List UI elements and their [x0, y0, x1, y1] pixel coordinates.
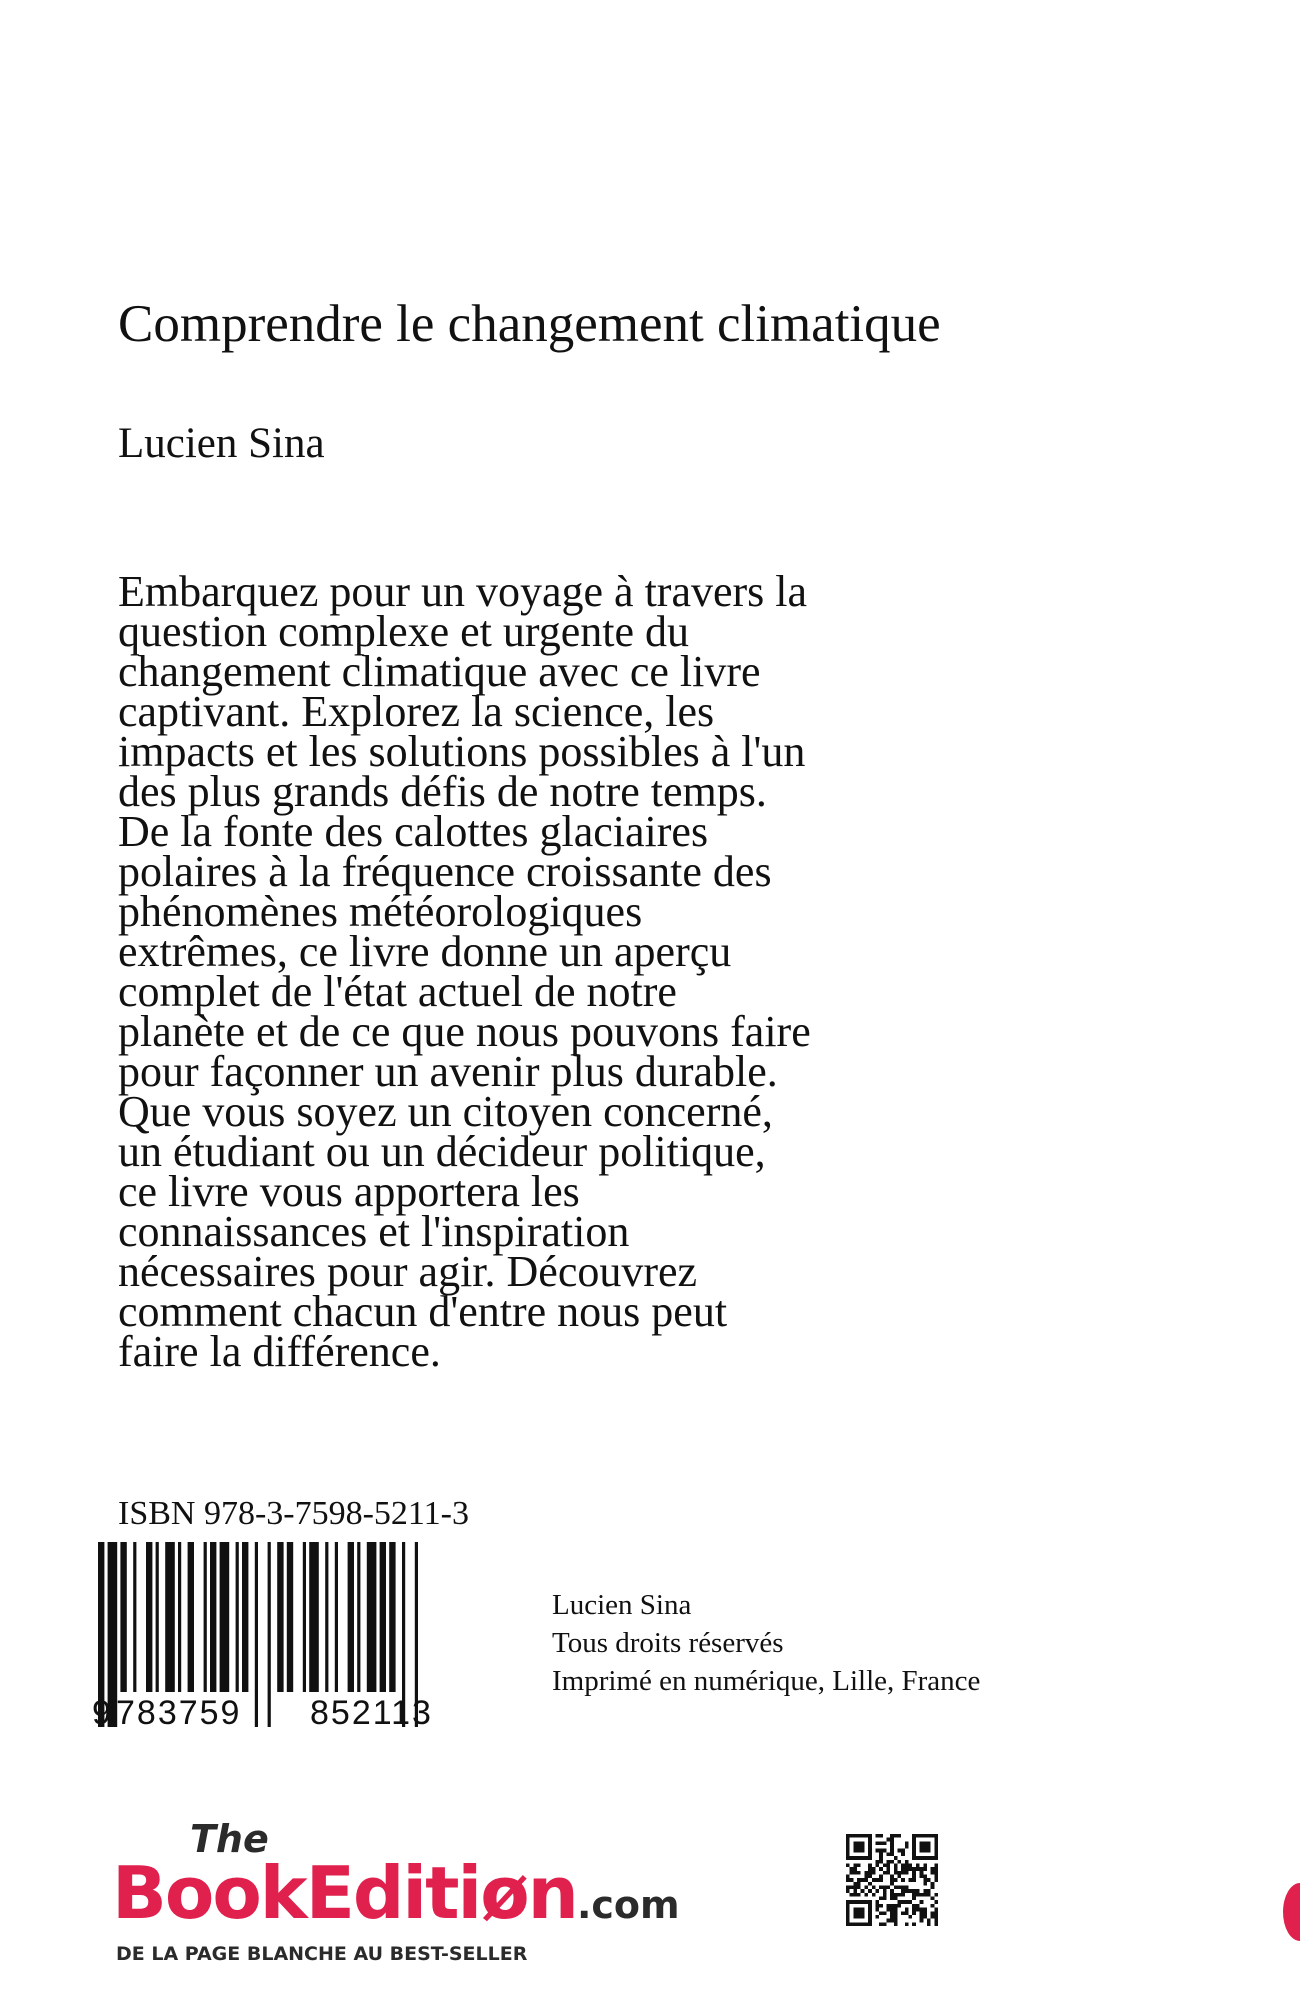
book-blurb: [118, 567, 978, 1376]
blurb-line: pour façonner un avenir plus durable.: [118, 1047, 778, 1096]
blurb-line: changement climatique avec ce livre: [118, 647, 761, 696]
blurb-line: extrêmes, ce livre donne un aperçu: [118, 927, 732, 976]
blurb-line: question complexe et urgente du: [118, 607, 690, 656]
logo-n: n: [527, 1851, 577, 1935]
imprint-block: [552, 1586, 980, 1700]
blurb-line: phénomènes météorologiques: [118, 887, 643, 936]
isbn-label: ISBN 978-3-7598-5211-3: [118, 1495, 469, 1532]
logo-book: BookEditi: [112, 1851, 481, 1935]
blurb-line: connaissances et l'inspiration: [118, 1207, 630, 1256]
blurb-line: des plus grands défis de notre temps.: [118, 767, 767, 816]
logo-o-quill-icon: ø: [480, 1851, 528, 1935]
logo-tagline: DE LA PAGE BLANCHE AU BEST-SELLER: [116, 1943, 528, 1965]
blurb-line: Que vous soyez un citoyen concerné,: [118, 1087, 773, 1136]
blurb-line: ce livre vous apportera les: [118, 1167, 580, 1216]
blurb-line: impacts et les solutions possibles à l'un: [118, 727, 806, 776]
logo-wordmark: [112, 1851, 680, 1935]
book-title: Comprendre le changement climatique: [118, 295, 941, 353]
blurb-line: Embarquez pour un voyage à travers la: [118, 567, 808, 616]
book-author: Lucien Sina: [118, 420, 325, 467]
imprint-rights: Tous droits réservés: [552, 1627, 784, 1659]
logo-the: The: [190, 1817, 269, 1861]
blurb-line: nécessaires pour agir. Découvrez: [118, 1247, 698, 1296]
barcode-digits-left: 783759: [116, 1694, 242, 1732]
edge-mark-icon: [1283, 1883, 1300, 1941]
blurb-line: un étudiant ou un décideur politique,: [118, 1127, 766, 1176]
qr-code: [846, 1834, 938, 1926]
blurb-line: complet de l'état actuel de notre: [118, 967, 677, 1016]
barcode-digits-right: 852113: [310, 1694, 433, 1732]
blurb-line: planète et de ce que nous pouvons faire: [118, 1007, 811, 1056]
publisher-logo: [112, 1800, 752, 1980]
blurb-line: De la fonte des calottes glaciaires: [118, 807, 709, 856]
blurb-line: comment chacun d'entre nous peut: [118, 1287, 728, 1336]
barcode-digit-lead: 9: [92, 1694, 111, 1732]
blurb-line: polaires à la fréquence croissante des: [118, 847, 772, 896]
imprint-author: Lucien Sina: [552, 1589, 692, 1621]
imprint-printed: Imprimé en numérique, Lille, France: [552, 1665, 981, 1697]
logo-com: .com: [576, 1883, 680, 1927]
blurb-line: captivant. Explorez la science, les: [118, 687, 715, 736]
blurb-line: faire la différence.: [118, 1327, 441, 1376]
barcode-digits: [80, 1692, 490, 1732]
